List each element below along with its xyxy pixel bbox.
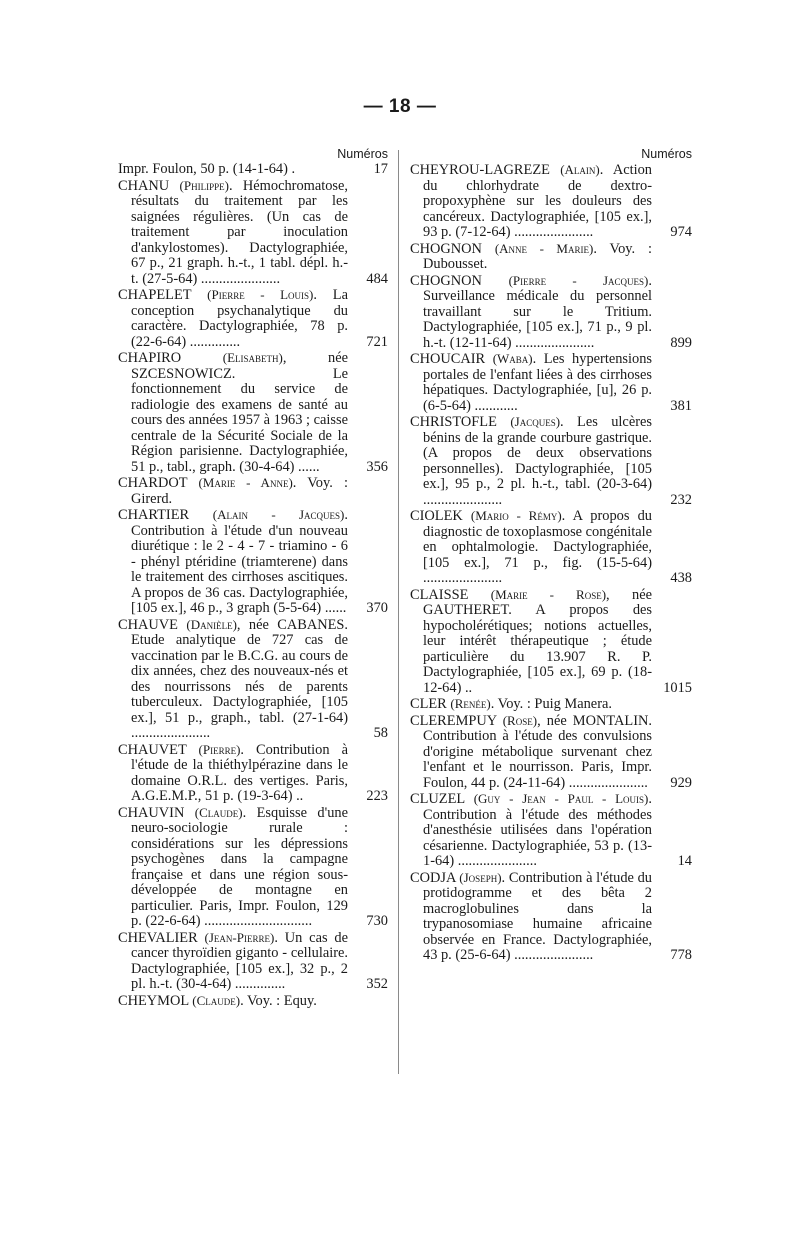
- entry-description: , née MONTALIN. Contribution à l'étude des convulsions d'origine métabolique survenant chez l'enfant et le nourrisson. Paris, Impr. Foulon, 44 p. (24-11-64) ......................: [423, 712, 652, 791]
- author-name: CHAPIRO: [118, 350, 182, 366]
- index-entry: [410, 696, 692, 713]
- numeros-header: Numéros: [641, 147, 692, 161]
- author-name: CHANU: [118, 177, 170, 194]
- index-entry: [118, 507, 388, 617]
- author-given-names: (Claude): [194, 804, 243, 820]
- author-given-names: (Philippe): [179, 177, 229, 193]
- thesis-number: 721: [366, 333, 388, 350]
- thesis-number: 1015: [663, 679, 692, 696]
- author-name: CHARDOT: [118, 475, 188, 491]
- entry-description: . Hémochromatose, résultats du traitement par les saignées régulières. (Un cas de traitement par inoculation d'ankylostomes). Dactylographiée, 67 p., 21 graph. h.-t., 1 tabl. dépl. h.-t. (27-5-64) ......................: [131, 177, 348, 287]
- index-entry: [410, 162, 692, 241]
- numeros-header: Numéros: [337, 147, 388, 161]
- author-name: CHAPELET: [118, 287, 192, 303]
- page-number: — 18 —: [363, 96, 437, 117]
- thesis-number: 58: [373, 725, 388, 741]
- thesis-number: 356: [366, 458, 388, 475]
- thesis-number: 381: [670, 397, 692, 414]
- entry-description: . Voy. : Girerd.: [131, 475, 348, 507]
- author-given-names: (Danièle): [186, 616, 237, 632]
- author-name: CHEYMOL: [118, 992, 189, 1009]
- entry-list: [410, 162, 692, 964]
- thesis-number: 899: [670, 334, 692, 351]
- thesis-number: 438: [670, 570, 692, 586]
- author-given-names: (Alain): [560, 162, 600, 177]
- author-given-names: (Joseph): [459, 869, 502, 885]
- entry-description: Impr. Foulon, 50 p. (14-1-64) .: [118, 161, 296, 177]
- entry-description: . Voy. : Dubousset.: [423, 240, 652, 272]
- author-given-names: (Pierre): [198, 741, 241, 757]
- entry-description: . Voy. : Puig Manera.: [490, 696, 612, 712]
- entry-description: . La conception psychanalytique du caractère. Dactylographiée, 78 p. (22-6-64) ..............: [131, 287, 348, 350]
- thesis-number: 974: [670, 224, 692, 240]
- index-entry: [410, 273, 692, 352]
- entry-description: , née SZCESNOWICZ. Le fonctionnement du service de radiologie des examens de santé au cours des années 1957 à 1963 ; caisse centrale de la Sécurité Sociale de la Région parisienne. Dactylographiée, 51 p., tabl., graph. (30-4-64) ......: [131, 350, 348, 475]
- author-given-names: (Pierre - Louis): [207, 287, 314, 302]
- author-name: CHOGNON: [410, 272, 482, 289]
- author-name: CHOGNON: [410, 240, 482, 257]
- thesis-number: 223: [366, 788, 388, 804]
- thesis-number: 484: [366, 270, 388, 287]
- index-entry: [410, 587, 692, 697]
- index-entry: [118, 350, 388, 475]
- author-given-names: (Claude): [192, 992, 241, 1008]
- index-entry: [118, 742, 388, 805]
- author-given-names: (Alain - Jacques): [212, 507, 345, 522]
- author-given-names: (Jacques): [510, 414, 561, 429]
- author-given-names: (Waba): [492, 351, 533, 366]
- index-entry: [410, 508, 692, 587]
- entry-description: . Contribution à l'étude d'un nouveau diurétique : le 2 - 4 - 7 - triamino - 6 - phényl ptéridine (triamterene) dans le traitement des cirrhoses ascitiques. A propos de 36 cas. Dactylographiée, [105 ex.], 46 p., 3 graph (5-5-64) ......: [131, 507, 348, 616]
- author-name: CHRISTOFLE: [410, 414, 497, 430]
- author-name: CLEREMPUY: [410, 712, 497, 729]
- left-column: [118, 146, 388, 1009]
- author-name: CLAISSE: [410, 586, 469, 603]
- author-name: CHAUVIN: [118, 804, 185, 821]
- index-entry: [118, 178, 388, 288]
- thesis-number: 730: [366, 913, 388, 929]
- entry-description: . Esquisse d'une neuro-sociologie rurale : considérations sur les dépressions psychogènes dans la campagne française et dans une région sous-développée de montagne en particulier. Paris, Impr. Foulon, 129 p. (22-6-64) ..............................: [131, 804, 348, 929]
- index-entry: [118, 162, 388, 178]
- index-entry: [410, 241, 692, 273]
- index-entry: [410, 713, 692, 792]
- author-given-names: (Jean-Pierre): [204, 929, 275, 945]
- author-name: CHARTIER: [118, 507, 190, 523]
- thesis-number: 370: [366, 600, 388, 616]
- author-given-names: (Renée): [450, 696, 491, 711]
- entry-description: . Les ulcères bénins de la grande courbure gastrique. (A propos de deux observations personnelles). Dactylographiée, [105 ex.], 95 p., 2 pl. h.-t., tabl. (20-3-64) ......................: [423, 414, 652, 508]
- author-name: CIOLEK: [410, 508, 463, 524]
- entry-description: . Action du chlorhydrate de dextro-propoxyphène sur les douleurs des cancéreux. Dactylographiée, [105 ex.], 93 p. (7-12-64) ......................: [423, 162, 652, 240]
- author-given-names: (Marie - Rose): [490, 586, 607, 602]
- author-given-names: (Rose): [502, 712, 538, 728]
- index-entry: [118, 930, 388, 993]
- author-name: CHEVALIER: [118, 929, 198, 946]
- author-name: CLER: [410, 696, 447, 712]
- index-entry: [410, 351, 692, 414]
- index-entry: [118, 993, 388, 1010]
- thesis-number: 929: [670, 774, 692, 791]
- author-name: CHEYROU-LAGREZE: [410, 162, 550, 178]
- index-entry: [118, 617, 388, 742]
- thesis-number: 17: [373, 161, 388, 177]
- thesis-number: 352: [366, 976, 388, 992]
- author-given-names: (Elisabeth): [222, 350, 283, 365]
- author-given-names: (Mario - Rémy): [470, 508, 562, 523]
- thesis-number: 778: [670, 947, 692, 963]
- author-name: CHAUVE: [118, 616, 178, 633]
- thesis-number: 14: [677, 853, 692, 869]
- entry-description: . Contribution à l'étude du protidogramme et des bêta 2 macroglobulines dans la trypanosomiase humaine africaine observée en France. Dactylographiée, 43 p. (25-6-64) ......................: [423, 869, 652, 963]
- author-given-names: (Marie - Anne): [198, 475, 293, 490]
- entry-list: [118, 162, 388, 1009]
- author-name: CLUZEL: [410, 791, 465, 807]
- entry-description: . Surveillance médicale du personnel travaillant sur le Tritium. Dactylographiée, [105 ex.], 71 p., 9 pl. h.-t. (12-11-64) ......................: [423, 272, 652, 351]
- author-name: CHAUVET: [118, 741, 187, 758]
- entry-description: , née CABANES. Etude analytique de 727 cas de vaccination par le B.C.G. au cours de dix années, chez des nouveaux-nés et des nourrissons nés de parents tuberculeux. Dactylographiée, [105 ex.], 51 p., graph., tabl. (27-1-64) ......................: [131, 616, 348, 741]
- author-name: CHOUCAIR: [410, 351, 486, 367]
- index-entry: [118, 287, 388, 350]
- index-entry: [118, 805, 388, 930]
- author-given-names: (Pierre - Jacques): [508, 272, 649, 288]
- thesis-number: 232: [670, 491, 692, 508]
- entry-description: . Voy. : Equy.: [240, 992, 317, 1009]
- entry-description: . Les hypertensions portales de l'enfant liées à des cirrhoses hépatiques. Dactylographiée, [u], 26 p. (6-5-64) ............: [423, 351, 652, 414]
- index-entry: [410, 414, 692, 508]
- index-entry: [410, 791, 692, 870]
- entry-description: . A propos du diagnostic de toxoplasmose congénitale en ophtalmologie. Dactylographiée, [105 ex.], 71 p., fig. (15-5-64) ......................: [423, 508, 652, 586]
- entry-description: . Un cas de cancer thyroïdien giganto - cellulaire. Dactylographiée, [105 ex.], 32 p., 2 pl. h.-t. (30-4-64) ..............: [131, 929, 348, 992]
- right-column: [410, 146, 692, 964]
- column-divider: [398, 150, 399, 1074]
- entry-description: , née GAUTHERET. A propos des hypocholérétiques; notions actuelles, leur intérêt thérapeutique ; étude particulière du 13.907 R. P. Dactylographiée, [105 ex.], 69 p. (18-12-64) ..: [423, 586, 652, 696]
- entry-description: . Contribution à l'étude des méthodes d'anesthésie utilisées dans l'opération césarienne. Dactylographiée, 53 p. (13-1-64) ......................: [423, 791, 652, 869]
- index-entry: [118, 475, 388, 507]
- author-given-names: (Guy - Jean - Paul - Louis): [473, 791, 649, 806]
- author-given-names: (Anne - Marie): [494, 240, 594, 256]
- entry-description: . Contribution à l'étude de la thiéthylpérazine dans le domaine O.R.L. des vertiges. Paris, A.G.E.M.P., 51 p. (19-3-64) ..: [131, 741, 348, 804]
- index-entry: [410, 870, 692, 964]
- author-name: CODJA: [410, 869, 456, 886]
